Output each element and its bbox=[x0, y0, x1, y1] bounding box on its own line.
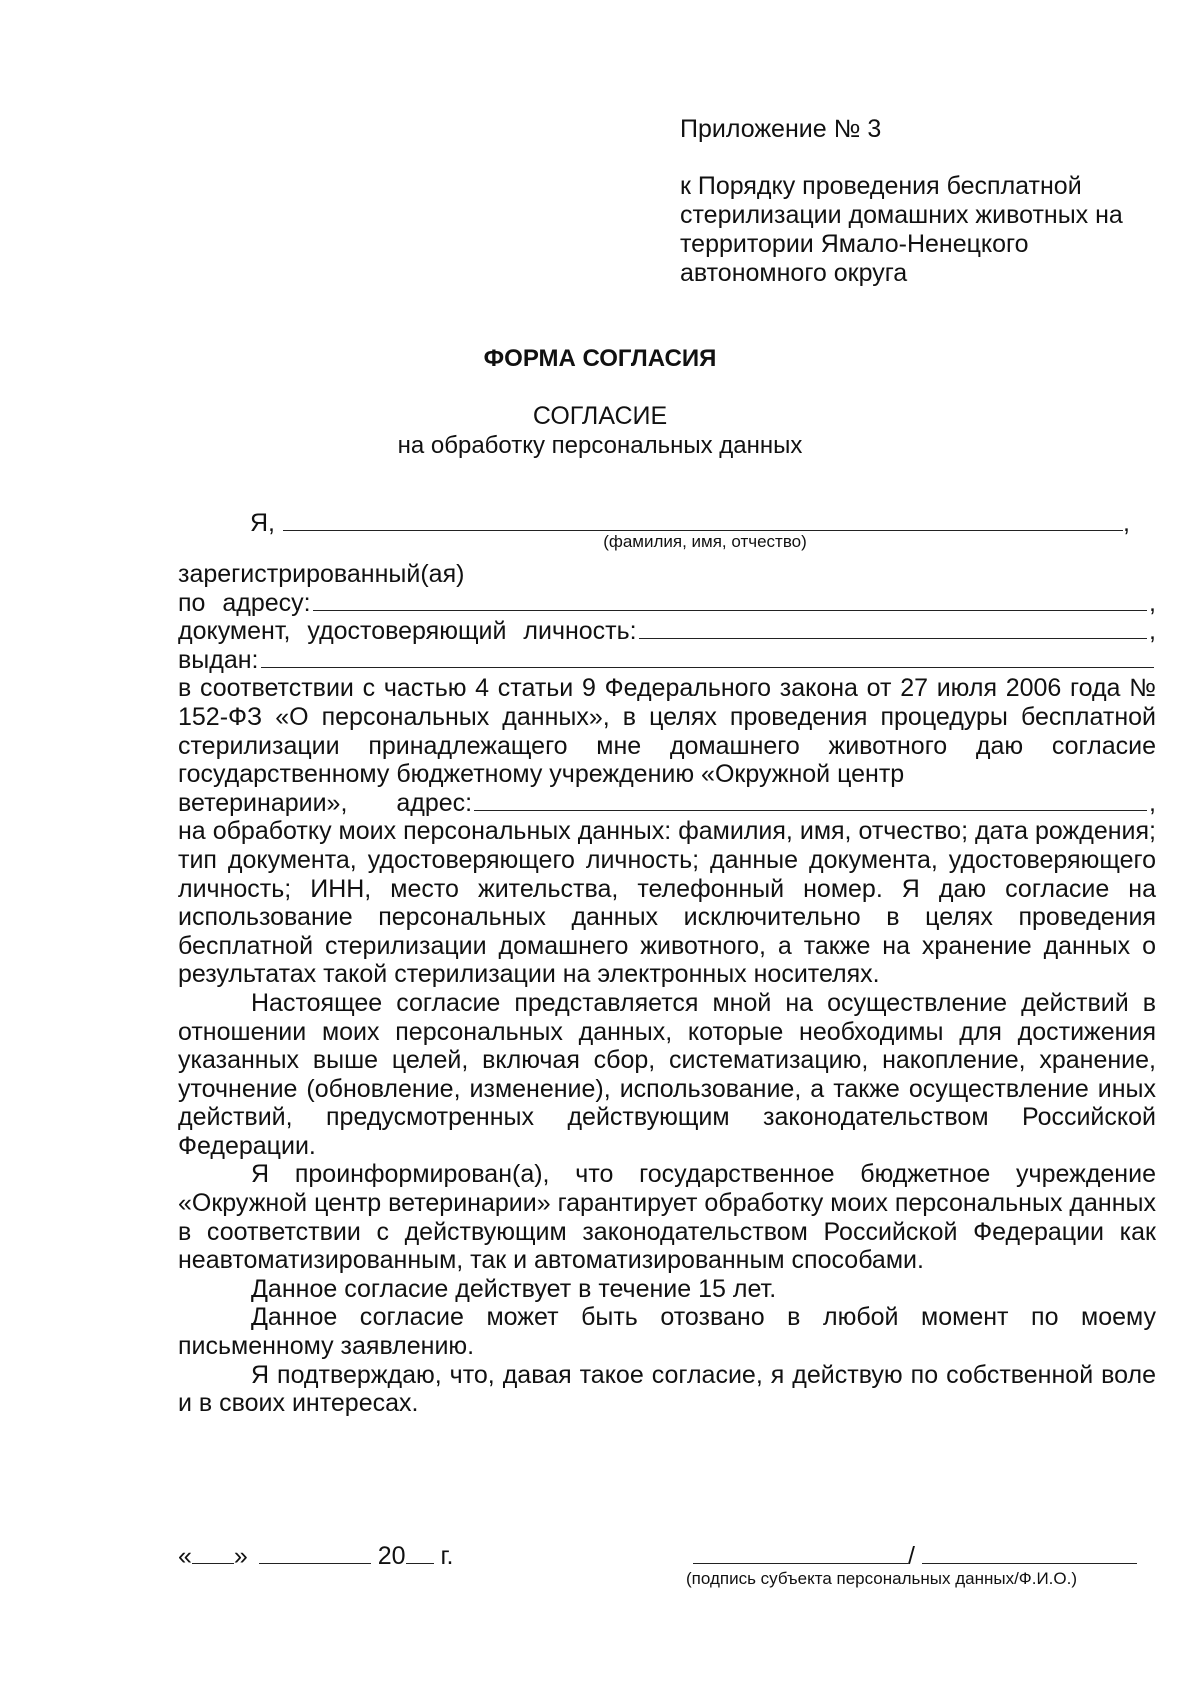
day-field[interactable] bbox=[192, 1543, 234, 1564]
address-field[interactable] bbox=[313, 592, 1147, 611]
issued-field[interactable] bbox=[261, 649, 1155, 668]
identity-document-field[interactable] bbox=[639, 620, 1147, 639]
paragraph-guarantee: Я проинформирован(а), что государственное бюджетное учреждение «Окружной центр ветеринарии» гарантирует обработку моих персональных данных в соответствии с действующим законодательством Российской Федерации как неавтоматизированным, так и автоматизированным способами. bbox=[178, 1160, 1156, 1275]
address-label: по адресу: bbox=[178, 588, 311, 617]
center-address-comma: , bbox=[1149, 788, 1156, 817]
signature-separator: / bbox=[908, 1542, 915, 1570]
registered-row bbox=[178, 560, 1156, 589]
signature-field[interactable] bbox=[693, 1543, 908, 1564]
paragraph-validity: Данное согласие действует в течение 15 лет. bbox=[251, 1274, 777, 1303]
year-suffix: г. bbox=[440, 1542, 454, 1570]
appendix-line: к Порядку проведения бесплатной bbox=[680, 172, 1082, 200]
appendix-line: автономного округа bbox=[680, 259, 908, 287]
identity-document-row bbox=[178, 617, 1156, 646]
registered-label: зарегистрированный(ая) bbox=[178, 560, 465, 588]
appendix-number: Приложение № 3 bbox=[680, 115, 882, 143]
consent-body bbox=[178, 560, 1156, 1418]
identity-document-label: документ, удостоверяющий личность: bbox=[178, 617, 637, 646]
month-field[interactable] bbox=[259, 1543, 371, 1564]
year-field[interactable] bbox=[406, 1543, 434, 1564]
signature-row bbox=[693, 1541, 1137, 1571]
center-address-row bbox=[178, 789, 1156, 818]
name-suffix: , bbox=[1123, 509, 1130, 537]
issued-label: выдан: bbox=[178, 645, 259, 674]
address-comma: , bbox=[1149, 588, 1156, 617]
document-title: СОГЛАСИЕ bbox=[532, 402, 668, 430]
full-name-caption: (фамилия, имя, отчество) bbox=[603, 532, 807, 551]
paragraph-actions: Настоящее согласие представляется мной на осуществление действий в отношении моих персональных данных, которые необходимы для достижения указанных выше целей, включая сбор, систематизацию, накопление, хранение, уточнение (обновление, изменение), использование, а также осуществление иных действий, предусмотренных действующим законодательством Российской Федерации. bbox=[178, 988, 1156, 1160]
full-name-field[interactable] bbox=[283, 510, 1123, 531]
appendix-line: стерилизации домашних животных на bbox=[680, 201, 1123, 229]
paragraph-consent-basis: в соответствии с частью 4 статьи 9 Федерального закона от 27 июля 2006 года № 152-ФЗ «О персональных данных», в целях проведения процедуры бесплатной стерилизации принадлежащего мне домашнего животного даю согласие государственному бюджетному учреждению «Окружной центр bbox=[178, 674, 1156, 789]
appendix-line: территории Ямало-Ненецкого bbox=[680, 230, 1029, 258]
appendix-block bbox=[680, 115, 1160, 288]
paragraph-data-scope: на обработку моих персональных данных: фамилия, имя, отчество; дата рождения; тип документа, удостоверяющего личность; данные документа, удостоверяющего личность; ИНН, место жительства, телефонный номер. Я даю согласие на использование персональных данных исключительно в целях проведения бесплатной стерилизации домашнего животного, а также на хранение данных о результатах такой стерилизации на электронных носителях. bbox=[178, 817, 1156, 989]
paragraph-revocation: Данное согласие может быть отозвано в любой момент по моему письменному заявлению. bbox=[178, 1303, 1156, 1361]
center-address-label: ветеринарии», адрес: bbox=[178, 788, 473, 817]
identity-document-comma: , bbox=[1149, 617, 1156, 646]
name-prefix: Я, bbox=[250, 509, 275, 537]
year-prefix: 20 bbox=[377, 1542, 406, 1570]
issued-row bbox=[178, 646, 1156, 675]
form-title: ФОРМА СОГЛАСИЯ bbox=[483, 345, 717, 372]
address-row bbox=[178, 589, 1156, 618]
date-row bbox=[178, 1541, 454, 1571]
paragraph-confirmation: Я подтверждаю, что, давая такое согласие, я действую по собственной воле и в своих интересах. bbox=[178, 1360, 1156, 1418]
document-subtitle: на обработку персональных данных bbox=[397, 432, 803, 459]
signer-name-field[interactable] bbox=[922, 1543, 1137, 1564]
signature-caption: (подпись субъекта персональных данных/Ф.И.О.) bbox=[686, 1569, 1077, 1588]
quote-close: » bbox=[233, 1542, 248, 1570]
center-address-field[interactable] bbox=[474, 792, 1147, 811]
quote-open: « bbox=[178, 1542, 192, 1570]
